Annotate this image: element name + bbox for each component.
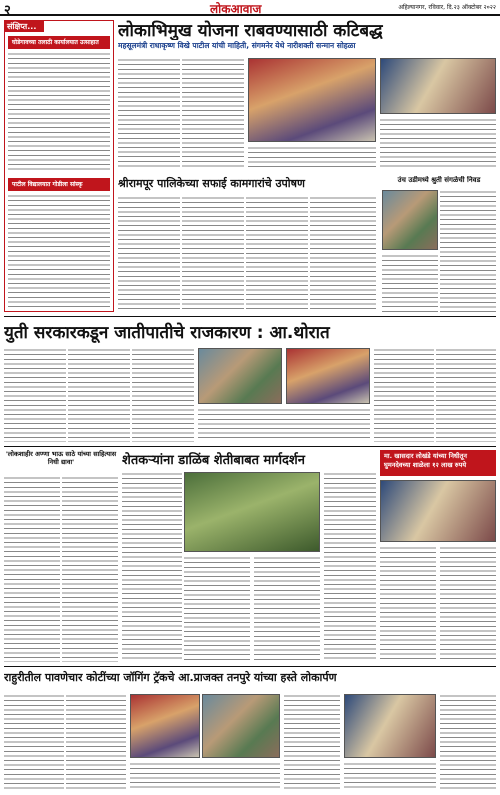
lead-headline: लोकाभिमुख योजना राबवण्यासाठी कटिबद्ध <box>118 21 383 40</box>
farming-body-col-1 <box>122 472 182 662</box>
road-headline: राहुरीतील पावणेचार कोटींच्या जॉगिंग ट्रॅकचे आ.प्राजक्त तनपुरे यांच्या हस्ते लोकार्पण <box>4 671 337 684</box>
lead-body-col-4 <box>380 118 496 170</box>
thorat-body-col-2 <box>68 348 130 442</box>
road-photo-3 <box>344 694 436 758</box>
road-photo-1 <box>130 694 200 758</box>
sports-body-col-1 <box>440 190 496 312</box>
road-photo-2 <box>202 694 280 758</box>
thorat-body-col-4 <box>198 408 370 442</box>
thorat-body-col-5 <box>374 348 434 442</box>
library-body-col-2 <box>62 476 118 662</box>
sports-headline: उंच उडीमध्ये श्रुती संगळेची निवड <box>397 176 481 184</box>
thorat-photo-1 <box>198 348 282 404</box>
brief-headline-2: पाटील विद्यालयात गोडीला सांस्कृ <box>8 178 110 191</box>
thorat-headline: युती सरकारकडून जातीपातीचे राजकारण : आ.थोरात <box>4 323 330 343</box>
farming-photo <box>184 472 320 552</box>
road-body-col-3 <box>130 762 280 791</box>
masthead <box>0 0 500 16</box>
cleanliness-body-col-3 <box>246 196 308 312</box>
newspaper-brand: लोकआवाज <box>210 2 262 16</box>
lead-photo-1 <box>248 58 376 142</box>
lead-body-col-1 <box>118 58 180 170</box>
page-number: २ <box>4 3 11 18</box>
road-body-col-6 <box>440 694 496 791</box>
dateline: अहिल्यानगर, रविवार, दि.२३ ऑक्टोबर २०२२ <box>398 4 496 11</box>
cleanliness-headline: श्रीरामपूर पालिकेच्या सफाई कामगारांचे उपोषण <box>118 177 305 190</box>
lead-photo-2 <box>380 58 496 114</box>
cleanliness-body-col-2 <box>182 196 244 312</box>
sports-photo <box>382 190 438 250</box>
section-divider-2 <box>4 446 496 447</box>
farming-headline: शेतकऱ्यांना डाळिंब शेतीबाबत मार्गदर्शन <box>122 453 305 468</box>
thorat-body-col-3 <box>132 348 194 442</box>
lead-body-col-3 <box>248 146 376 170</box>
cleanliness-body-col-1 <box>118 196 180 312</box>
lead-body-col-2 <box>182 58 244 170</box>
brief-headline-1: घोडेगावच्या तलाठी कार्यालयात उत्साहात <box>8 36 110 49</box>
library-body-col-1 <box>4 476 60 662</box>
lead-subheadline: महसूलमंत्री राधाकृष्ण विखे पाटील यांची माहिती, संगमनेर येथे नारीशक्ती सन्मान सोहळा <box>118 41 356 50</box>
farming-body-col-4 <box>324 472 376 662</box>
farming-body-col-3 <box>254 556 320 662</box>
thorat-body-col-6 <box>436 348 496 442</box>
road-body-col-5 <box>344 762 436 791</box>
school-body-col-1 <box>380 546 436 662</box>
farming-body-col-2 <box>184 556 250 662</box>
school-photo <box>380 480 496 542</box>
road-body-col-1 <box>4 694 64 791</box>
road-body-col-4 <box>284 694 340 791</box>
sports-body-col-2 <box>382 254 438 312</box>
library-headline: 'लोकशाहीर अण्णा भाऊ साठे यांच्या साहित्यास निधी द्यावा' <box>5 450 117 466</box>
school-body-col-2 <box>440 546 496 662</box>
brief-body-1 <box>8 52 110 172</box>
section-divider-3 <box>4 666 496 667</box>
cleanliness-body-col-4 <box>310 196 376 312</box>
school-headline: मा. खासदार लोखंडे यांच्या निधीतून घुमनदेवच्या शाळेला १२ लाख रुपये <box>380 450 496 476</box>
road-body-col-2 <box>66 694 126 791</box>
briefs-title: संक्षिप्त... <box>4 20 44 32</box>
thorat-photo-2 <box>286 348 370 404</box>
section-divider-1 <box>4 316 496 317</box>
thorat-body-col-1 <box>4 348 66 442</box>
brief-body-2 <box>8 194 110 308</box>
